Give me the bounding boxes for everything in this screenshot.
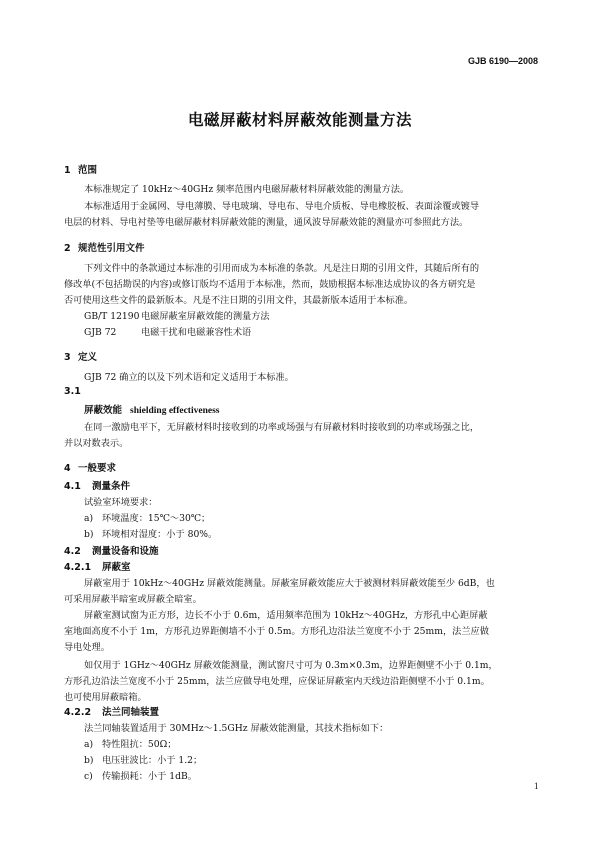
section-1-heading [64, 162, 97, 176]
paragraph: 本标准规定了 10kHz～40GHz 频率范围内电磁屏蔽材料屏蔽效能的测量方法。 [84, 184, 410, 195]
list-item [84, 736, 176, 750]
paragraph-line: 下列文件中的条款通过本标准的引用而成为本标准的条款。凡是注日期的引用文件，其随后所有的 [84, 263, 480, 274]
section-2-heading [64, 240, 145, 254]
list-item [84, 752, 202, 766]
paragraph: GJB 72 确立的以及下列术语和定义适用于本标准。 [84, 372, 294, 383]
subsection-number: 4.2.1 [64, 562, 92, 573]
paragraph-line: 如仅用于 1GHz～40GHz 屏蔽效能测量，测试窗尺寸可为 0.3m×0.3m，边界距侧壁不小于 0.1m， [84, 660, 498, 671]
section-4-heading [64, 460, 116, 474]
subsection-4-2-2-heading [64, 704, 159, 718]
paragraph-line: 并以对数表示。 [64, 438, 129, 449]
reference-item [84, 324, 251, 338]
paragraph-line: 导电处理。 [64, 642, 110, 653]
section-title: 一般要求 [78, 463, 117, 474]
section-3-heading [64, 349, 97, 363]
list-item [84, 526, 217, 540]
section-number: 2 [64, 243, 71, 254]
section-title: 范围 [78, 165, 98, 176]
list-text: 环境相对湿度：小于 80%。 [102, 529, 218, 540]
reference-title: 电磁干扰和电磁兼容性术语 [141, 327, 252, 338]
subsection-4-2-1-heading [64, 559, 131, 573]
reference-code: GJB 72 [84, 327, 117, 338]
subsection-4-1-heading [64, 478, 130, 492]
list-marker: a) [84, 513, 94, 524]
list-marker: c) [84, 771, 93, 782]
reference-item [84, 308, 270, 322]
term-english: shielding effectiveness [130, 406, 220, 416]
section-number: 1 [64, 165, 71, 176]
subsection-title: 法兰同轴装置 [102, 707, 160, 718]
list-item [84, 768, 197, 782]
subsection-number: 4.2.2 [64, 707, 92, 718]
paragraph-line: 屏蔽室测试窗为正方形，边长不小于 0.6m，适用频率范围为 10kHz～40GHz，方形孔中心距屏蔽 [84, 610, 488, 621]
list-marker: b) [84, 529, 94, 540]
subsection-title: 测量设备和设施 [92, 546, 159, 557]
subsection-number: 4.2 [64, 546, 81, 557]
list-item [84, 510, 210, 524]
paragraph-line: 可采用屏蔽半暗室或屏蔽全暗室。 [64, 594, 202, 605]
subsection-number: 4.1 [64, 481, 81, 492]
standard-code: GJB 6190—2008 [467, 56, 538, 66]
list-marker: a) [84, 739, 94, 750]
subsection-4-2-heading [64, 543, 159, 557]
list-text: 环境温度：15℃～30℃； [102, 513, 211, 524]
term-entry [84, 402, 219, 416]
subsection-number: 3.1 [64, 386, 81, 397]
paragraph-line: 在同一激励电平下，无屏蔽材料时接收到的功率或场强与有屏蔽材料时接收到的功率或场强之比， [84, 422, 480, 433]
page-number: 1 [534, 781, 539, 791]
section-number: 3 [64, 352, 71, 363]
document-title: 电磁屏蔽材料屏蔽效能测量方法 [187, 111, 412, 129]
paragraph-line: 否可使用这些文件的最新版本。凡是不注日期的引用文件，其最新版本适用于本标准。 [64, 295, 414, 306]
subsection-title: 屏蔽室 [102, 562, 131, 573]
paragraph-line: 方形孔边沿法兰宽度不小于 25mm，法兰应做导电处理，应保证屏蔽室内天线边沿距侧壁不小于 0.1m。 [64, 676, 490, 687]
section-title: 规范性引用文件 [78, 243, 145, 254]
paragraph-line: 修改单(不包括勘误的内容)或修订版均不适用于本标准，然而，鼓励根据本标准达成协议的各方研究是 [64, 279, 476, 290]
paragraph-line: 屏蔽室用于 10kHz～40GHz 屏蔽效能测量。屏蔽室屏蔽效能应大于被测材料屏蔽效能至少 6dB，也 [84, 578, 495, 589]
paragraph-line: 室地面高度不小于 1m，方形孔边界距侧墙不小于 0.5m。方形孔边沿法兰宽度不小于 25mm，法兰应做 [64, 626, 489, 637]
paragraph-line: 电层的材料、导电衬垫等电磁屏蔽材料屏蔽效能的测量，通风波导屏蔽效能的测量亦可参照此方法。 [64, 217, 469, 228]
reference-code: GB/T 12190 [84, 311, 140, 322]
paragraph: 法兰同轴装置适用于 30MHz～1.5GHz 屏蔽效能测量，其技术指标如下： [84, 723, 389, 734]
section-number: 4 [64, 463, 71, 474]
section-title: 定义 [78, 352, 98, 363]
list-text: 特性阻抗：50Ω； [102, 739, 177, 750]
reference-title: 电磁屏蔽室屏蔽效能的测量方法 [141, 311, 270, 322]
list-marker: b) [84, 755, 94, 766]
term-chinese: 屏蔽效能 [84, 405, 123, 416]
list-text: 电压驻波比：小于 1.2； [102, 755, 203, 766]
list-text: 传输损耗：小于 1dB。 [102, 771, 197, 782]
subsection-title: 测量条件 [92, 481, 131, 492]
paragraph-line: 本标准适用于金属网、导电薄膜、导电玻璃、导电布、导电介质板、导电橡胶板、表面涂覆或镀导 [84, 201, 480, 212]
paragraph: 试验室环境要求： [84, 497, 158, 508]
paragraph-line: 也可使用屏蔽暗箱。 [64, 692, 147, 703]
